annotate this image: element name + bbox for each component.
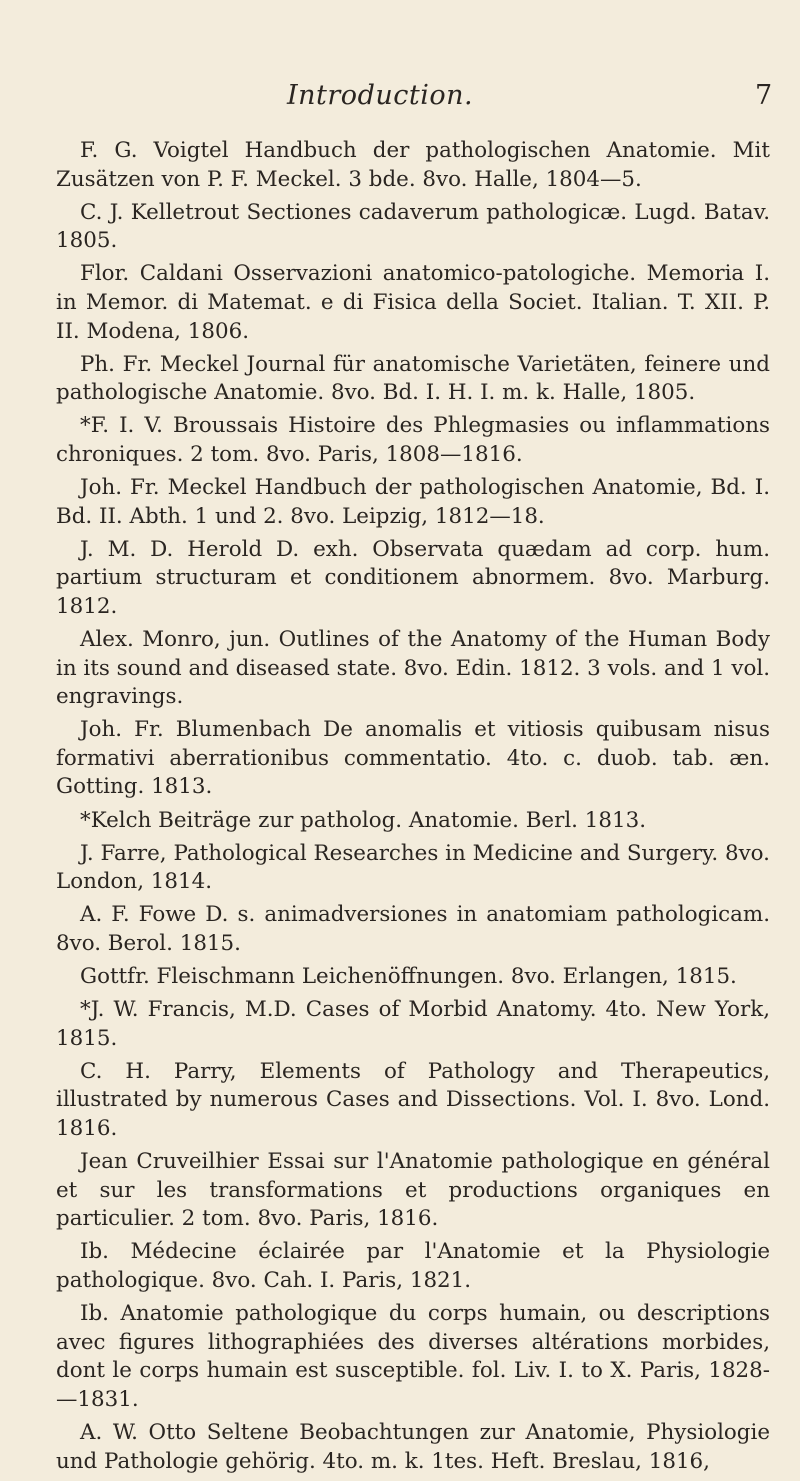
running-title: Introduction.: [287, 80, 474, 111]
bibliography-entry: Joh. Fr. Meckel Handbuch der pathologischen Anatomie, Bd. I. Bd. II. Abth. 1 und 2. 8vo. Leipzig, 1812—18.: [56, 475, 770, 529]
bibliography-entry: Gottfr. Fleischmann Leichenöffnungen. 8vo. Erlangen, 1815.: [80, 964, 737, 990]
bibliography-entry: F. G. Voigtel Handbuch der pathologischen Anatomie. Mit Zusätzen von P. F. Meckel. 3 bde. 8vo. Halle, 1804—5.: [56, 138, 770, 192]
bibliography-entry: Flor. Caldani Osservazioni anatomico-patologiche. Memoria I. in Memor. di Matemat. e di Fisica della Societ. Italian. T. XII. P. II. Modena, 1806.: [56, 261, 770, 344]
bibliography-entry: A. W. Otto Seltene Beobachtungen zur Anatomie, Physiologie und Pathologie gehörig. 4to. m. k. 1tes. Heft. Breslau, 1816,: [56, 1419, 770, 1474]
bibliography-entry: Ib. Médecine éclairée par l'Anatomie et la Physiologie pathologique. 8vo. Cah. I. Paris, 1821.: [56, 1239, 770, 1293]
page-header: [0, 80, 800, 114]
page-number: 7: [755, 80, 773, 111]
bibliography-entry: *F. I. V. Broussais Histoire des Phlegmasies ou inflammations chroniques. 2 tom. 8vo. Paris, 1808—1816.: [56, 413, 770, 467]
bibliography-entry: J. Farre, Pathological Researches in Medicine and Surgery. 8vo. London, 1814.: [56, 840, 770, 895]
bibliography-entry: *J. W. Francis, M.D. Cases of Morbid Anatomy. 4to. New York, 1815.: [56, 997, 770, 1051]
bibliography-entry: J. M. D. Herold D. exh. Observata quædam ad corp. hum. partium structuram et conditionem abnormem. 8vo. Marburg. 1812.: [56, 536, 770, 619]
bibliography-entry: Alex. Monro, jun. Outlines of the Anatomy of the Human Body in its sound and diseased state. 8vo. Edin. 1812. 3 vols. and 1 vol. engravings.: [56, 627, 770, 710]
bibliography-entry: Jean Cruveilhier Essai sur l'Anatomie pathologique en général et sur les transformations et productions organiques en particulier. 2 tom. 8vo. Paris, 1816.: [56, 1149, 770, 1232]
bibliography-list: [56, 137, 770, 1481]
bibliography-entry: C. H. Parry, Elements of Pathology and Therapeutics, illustrated by numerous Cases and Dissections. Vol. I. 8vo. Lond. 1816.: [56, 1058, 770, 1141]
bibliography-entry: Joh. Fr. Blumenbach De anomalis et vitiosis quibusam nisus formativi aberrationibus commentatio. 4to. c. duob. tab. æn. Gotting. 1813.: [56, 717, 770, 800]
bibliography-entry: *Kelch Beiträge zur patholog. Anatomie. Berl. 1813.: [80, 807, 646, 833]
bibliography-entry: Ib. Anatomie pathologique du corps humain, ou descriptions avec figures lithographiées des diverses altérations morbides, dont le corps humain est susceptible. fol. Liv. I. to X. Paris, 1828-—1831.: [56, 1301, 770, 1412]
bibliography-entry: C. J. Kelletrout Sectiones cadaverum pathologicæ. Lugd. Batav. 1805.: [56, 199, 770, 254]
bibliography-entry: A. F. Fowe D. s. animadversiones in anatomiam pathologicam. 8vo. Berol. 1815.: [56, 902, 770, 956]
bibliography-entry: Ph. Fr. Meckel Journal für anatomische Varietäten, feinere und pathologische Anatomie. 8vo. Bd. I. H. I. m. k. Halle, 1805.: [56, 351, 770, 406]
